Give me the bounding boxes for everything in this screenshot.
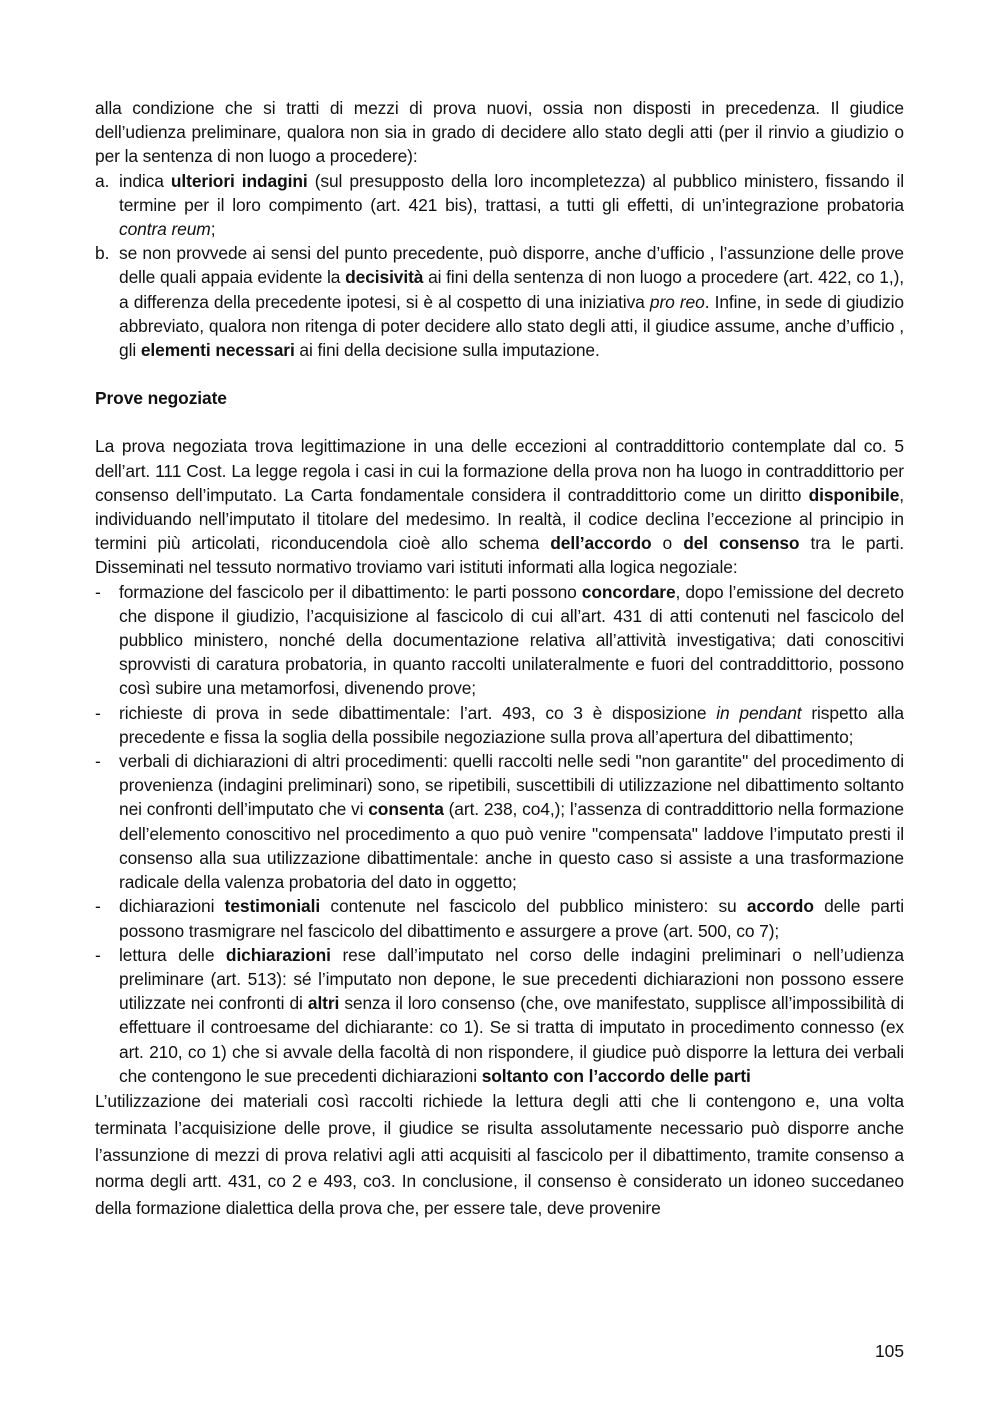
- text-run: ;: [210, 219, 216, 240]
- text-run: se non provvede ai sensi del punto precedente, può disporre, anche d’ufficio , l’assunzione delle prove delle quali appaia evidente la: [119, 243, 904, 288]
- text-run: La prova negoziata trova legittimazione in una delle eccezioni al contraddittorio contemplate dal co. 5 dell’art. 111 Cost. La legge regola i casi in cui la formazione della prova non ha luogo in contraddittorio per consenso dell’imputato. La Carta fondamentale considera il contraddittorio come un diritto: [95, 436, 904, 505]
- bullet-marker: -: [95, 944, 101, 965]
- page-body: [95, 96, 904, 1222]
- text-run: , individuando nell’imputato il titolare del medesimo. In realtà, il codice declina l’eccezione al principio in termini più articolati, riconducendola cioè allo schema: [95, 484, 904, 554]
- list-item-b: [95, 241, 904, 362]
- bold-term: ulteriori indagini: [170, 170, 308, 191]
- text-run: contenute nel fascicolo del pubblico ministero: su: [320, 896, 747, 917]
- list-marker: a.: [95, 170, 110, 191]
- bullet-marker: -: [95, 896, 101, 917]
- bold-term: soltanto con l’accordo delle parti: [481, 1065, 751, 1086]
- lettered-list: [95, 169, 904, 363]
- bold-term: testimoniali: [224, 896, 321, 917]
- text-run: delle parti possono trasmigrare nel fascicolo del dibattimento e assurgere a prove (art. 500, co 7);: [119, 896, 904, 941]
- text-run: rese dall’imputato nel corso delle indagini preliminari o nell’udienza preliminare (art. 513): sé l’imputato non depone, le sue precedenti dichiarazioni non possono essere utilizzate nei confronti di: [119, 944, 905, 1014]
- text-run: , dopo l’emissione del decreto che dispone il giudizio, l’acquisizione al fascicolo di cui all’art. 431 di atti contenuti nel fascicolo del pubblico ministero, nonché della documentazione relativa all’attività investigativa; dati conoscitivi sprovvisti di caratura probatoria, in quanto raccolti unilateralmente e fuori del contraddittorio, possono così subire una metamorfosi, divenendo prove;: [119, 581, 904, 699]
- text-run: dichiarazioni: [119, 896, 225, 917]
- list-item-a: [95, 169, 904, 242]
- text-run: richieste di prova in sede dibattimentale: l’art. 493, co 3 è disposizione: [119, 702, 717, 723]
- bullet-list: [95, 580, 904, 1088]
- text-run: (art. 238, co4,); l’assenza di contraddittorio nella formazione dell’elemento conoscitivo nel procedimento a quo può venire "compensata" laddove l’imputato presti il consenso alla sua utilizzazione dibattimentale: anche in questo caso si assiste a una trasformazione radicale della valenza probatoria del dato in oggetto;: [119, 799, 904, 893]
- bullet-item-verbali: [95, 749, 904, 894]
- bullet-item-lettura: [95, 943, 904, 1088]
- bold-term: accordo: [746, 896, 814, 917]
- bullet-marker: -: [95, 751, 101, 772]
- bold-term: concordare: [581, 581, 676, 602]
- text-run: rispetto alla precedente e fissa la soglia della possibile negoziazione sulla prova all’apertura del dibattimento;: [119, 702, 904, 747]
- bullet-item-dichiarazioni: [95, 894, 904, 942]
- intro-paragraph: alla condizione che si tratti di mezzi di prova nuovi, ossia non disposti in precedenza. Il giudice dell’udienza preliminare, qualora non sia in grado di decidere allo stato degli atti (per il rinvio a giudizio o per la sentenza di non luogo a procedere):: [95, 98, 904, 167]
- bullet-marker: -: [95, 581, 101, 602]
- text-run: . Infine, in sede di giudizio abbreviato, qualora non ritenga di poter decidere allo stato degli atti, il giudice assume, anche d’ufficio , gli: [119, 291, 905, 361]
- bullet-item-fascicolo: [95, 580, 904, 701]
- bold-term: del consenso: [683, 533, 800, 554]
- text-run: senza il loro consenso (che, ove manifestato, supplisce all’impossibilità di effettuare il controesame del dichiarante: co 1). Se si tratta di imputato in procedimento connesso (ex art. 210, co 1) che si avvale della facoltà di non rispondere, il giudice può disporre la lettura dei verbali che contengono le sue precedenti dichiarazioni: [119, 993, 905, 1086]
- text-run: verbali di dichiarazioni di altri procedimenti: quelli raccolti nelle sedi "non garantite" del procedimento di provenienza (indagini preliminari) sono, se ripetibili, suscettibili di utilizzazione nel dibattimento soltanto nei confronti dell’imputato che vi: [119, 751, 904, 820]
- bold-term: dichiarazioni: [225, 944, 331, 965]
- text-run: lettura delle: [119, 944, 226, 965]
- italic-term: in pendant: [716, 702, 802, 723]
- bold-term: decisività: [345, 267, 424, 288]
- bold-term: altri: [307, 993, 340, 1014]
- list-marker: b.: [95, 243, 110, 264]
- bold-term: consenta: [368, 799, 444, 820]
- bullet-item-richieste: [95, 701, 904, 749]
- bold-term: elementi necessari: [140, 340, 295, 361]
- text-run: formazione del fascicolo per il dibattimento: le parti possono: [119, 581, 582, 602]
- text-run: indica: [119, 170, 171, 191]
- bold-term: disponibile: [808, 484, 900, 505]
- closing-paragraph: L’utilizzazione dei materiali così raccolti richiede la lettura degli atti che li contengono e, una volta terminata l’acquisizione delle prove, il giudice se risulta assolutamente necessario può disporre anche l’assunzione di mezzi di prova relativi agli atti acquisiti al fascicolo per il dibattimento, tramite consenso a norma degli artt. 431, co 2 e 493, co3. In conclusione, il consenso è considerato un idoneo succedaneo della formazione dialettica della prova che, per essere tale, deve provenire: [95, 1090, 904, 1219]
- text-run: ai fini della sentenza di non luogo a procedere (art. 422, co 1,), a differenza della precedente ipotesi, si è al cospetto di una iniziativa: [119, 267, 904, 312]
- text-run: ai fini della decisione sulla imputazione.: [294, 340, 600, 361]
- section-heading: Prove negoziate: [95, 388, 227, 409]
- bullet-marker: -: [95, 702, 101, 723]
- text-run: (sul presupposto della loro incompletezza) al pubblico ministero, fissando il termine per il loro compimento (art. 421 bis), trattasi, a tutti gli effetti, di un’integrazione probatoria: [119, 170, 904, 215]
- text-run: tra le parti. Disseminati nel tessuto normativo troviamo vari istituti informati alla logica negoziale:: [95, 533, 904, 578]
- page-number: 105: [874, 1341, 904, 1361]
- italic-term: pro reo: [649, 291, 705, 312]
- body-paragraph: [95, 434, 904, 579]
- bold-term: dell’accordo: [550, 533, 652, 554]
- text-run: o: [651, 533, 684, 554]
- italic-term: contra reum: [119, 219, 211, 240]
